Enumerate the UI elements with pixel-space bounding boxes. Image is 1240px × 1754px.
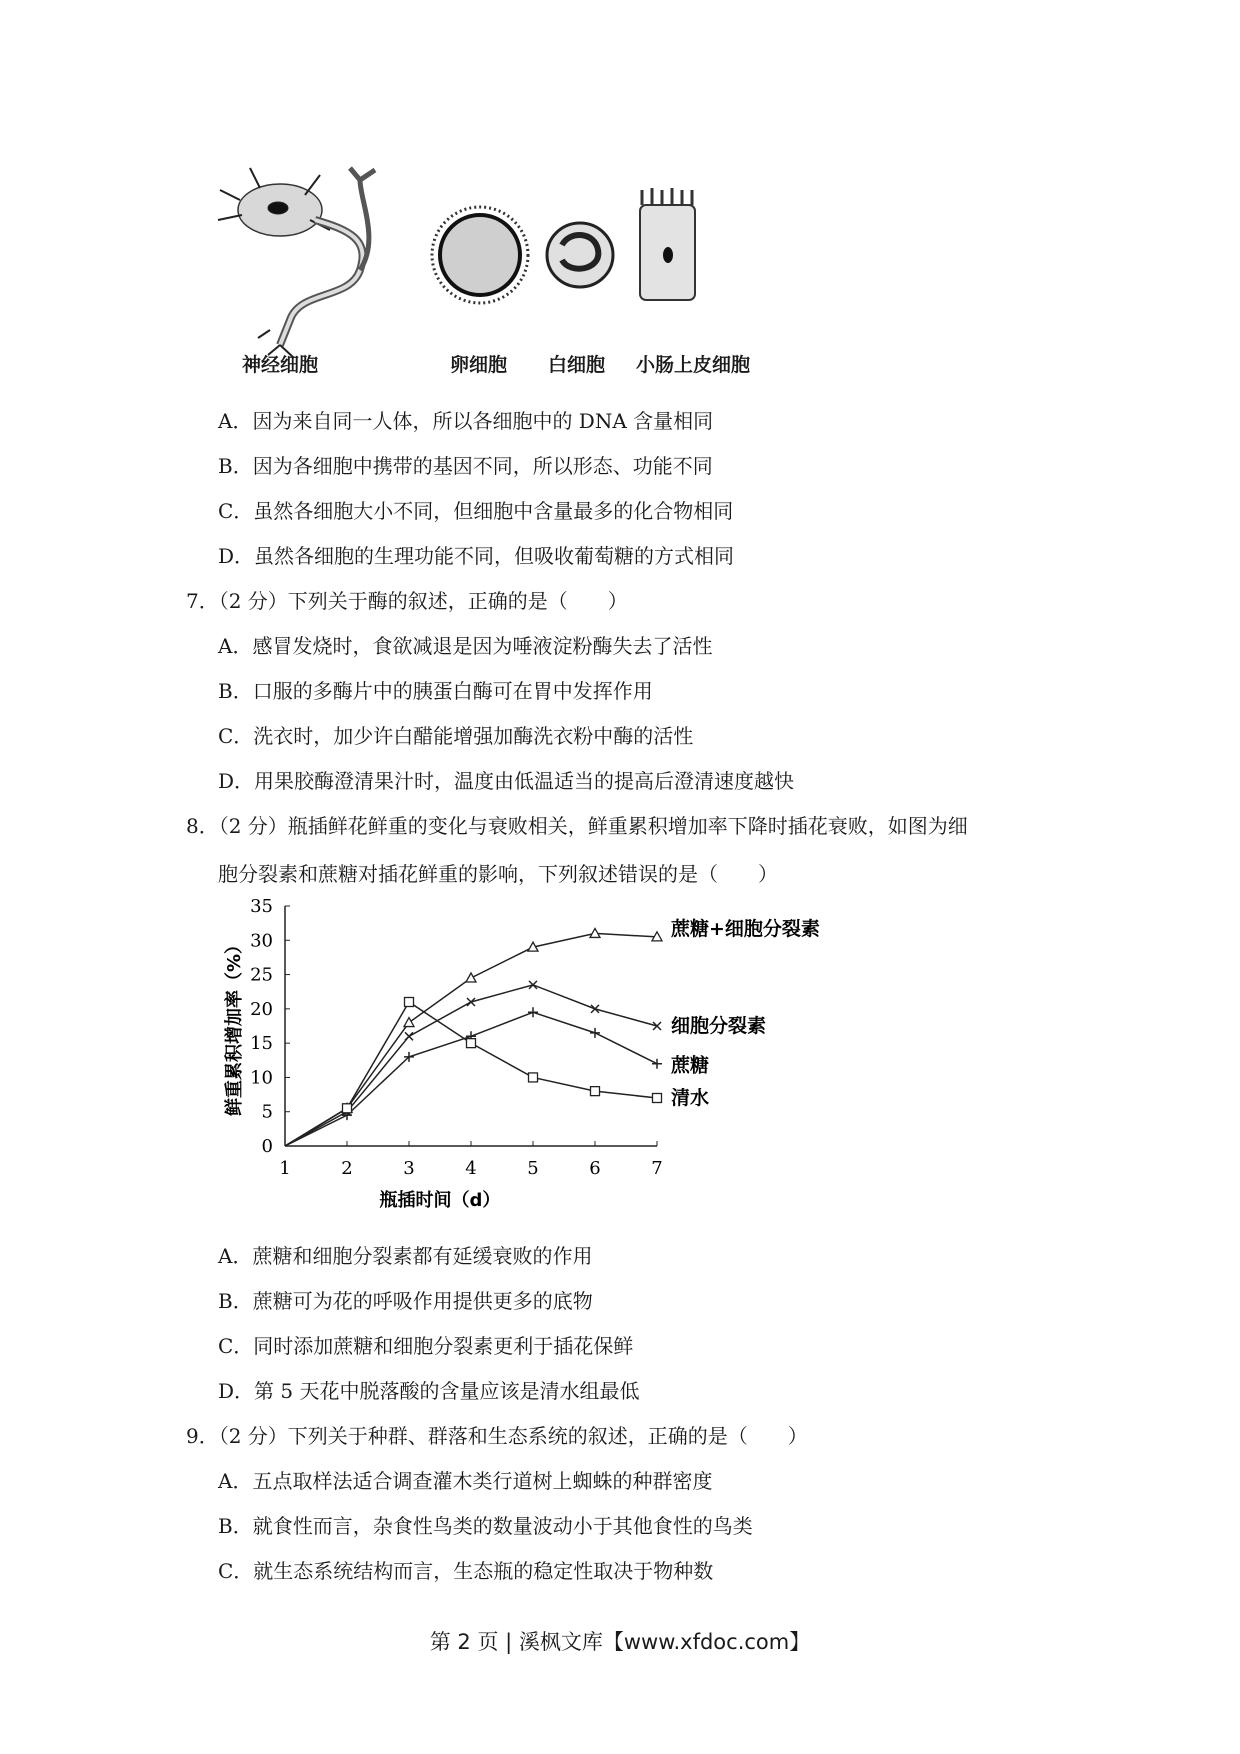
cell-illustrations: [210, 160, 850, 380]
q8-option-a: A．蔗糖和细胞分裂素都有延缓衰败的作用: [218, 1244, 593, 1268]
data-point: [590, 1028, 600, 1038]
q7-stem: 7．（2 分）下列关于酶的叙述，正确的是（ ）: [186, 589, 628, 613]
cell-figure: [210, 160, 850, 380]
x-tick-label: 1: [279, 1158, 291, 1179]
x-tick-label: 5: [527, 1158, 539, 1179]
cell-label-egg: 卵细胞: [450, 354, 508, 376]
cell-label-wbc: 白细胞: [548, 354, 606, 376]
q9-option-c: C．就生态系统结构而言，生态瓶的稳定性取决于物种数: [218, 1559, 714, 1583]
y-tick-label: 20: [250, 998, 273, 1020]
q6-option-d: D．虽然各细胞的生理功能不同，但吸收葡萄糖的方式相同: [218, 544, 735, 568]
x-tick-label: 2: [341, 1158, 353, 1179]
data-point: [343, 1104, 352, 1113]
data-point: [404, 1018, 414, 1027]
y-axis-label: 鲜重累积增加率（%）: [224, 935, 245, 1117]
data-point: [591, 1087, 600, 1096]
data-point: [653, 1094, 662, 1103]
q7-option-b: B．口服的多酶片中的胰蛋白酶可在胃中发挥作用: [218, 679, 653, 703]
q8-stem-line2: 胞分裂素和蔗糖对插花鲜重的影响，下列叙述错误的是（ ）: [218, 862, 778, 886]
q6-option-a: A．因为来自同一人体，所以各细胞中的 DNA 含量相同: [218, 409, 714, 433]
y-tick-label: 0: [261, 1136, 273, 1157]
y-tick-label: 35: [250, 898, 273, 917]
data-point: [466, 973, 476, 982]
y-tick-label: 10: [250, 1067, 273, 1089]
white-blood-cell-drawing: [547, 223, 613, 287]
q8-option-d: D．第 5 天花中脱落酸的含量应该是清水组最低: [218, 1379, 640, 1403]
q8-option-c: C．同时添加蔗糖和细胞分裂素更利于插花保鲜: [218, 1334, 634, 1358]
series-label: 蔗糖+细胞分裂素: [671, 917, 820, 940]
q8-option-b: B．蔗糖可为花的呼吸作用提供更多的底物: [218, 1289, 593, 1313]
q7-option-a: A．感冒发烧时，食欲减退是因为唾液淀粉酶失去了活性: [218, 634, 713, 658]
data-point: [652, 1059, 662, 1069]
data-point: [405, 998, 414, 1007]
x-tick-label: 4: [465, 1158, 477, 1179]
series-label: 蔗糖: [671, 1054, 710, 1077]
data-point: [529, 1073, 538, 1082]
egg-cell-drawing: [432, 207, 528, 303]
q6-option-b: B．因为各细胞中携带的基因不同，所以形态、功能不同: [218, 454, 713, 478]
epithelial-cell-drawing: [640, 188, 695, 300]
x-tick-label: 6: [589, 1158, 601, 1179]
series-label: 清水: [671, 1087, 710, 1109]
data-point: [467, 1039, 476, 1048]
cell-label-neuron: 神经细胞: [242, 354, 319, 376]
q6-option-c: C．虽然各细胞大小不同，但细胞中含量最多的化合物相同: [218, 499, 734, 523]
q7-option-d: D．用果胶酶澄清果汁时，温度由低温适当的提高后澄清速度越快: [218, 769, 795, 793]
neuron-drawing: [218, 168, 375, 358]
data-point: [405, 1032, 413, 1040]
series-line: [285, 1002, 657, 1146]
x-tick-label: 7: [651, 1158, 663, 1179]
q7-option-c: C．洗衣时，加少许白醋能增强加酶洗衣粉中酶的活性: [218, 724, 694, 748]
q9-option-b: B．就食性而言，杂食性鸟类的数量波动小于其他食性的鸟类: [218, 1514, 753, 1538]
q8-line-chart: [210, 898, 870, 1218]
q9-option-a: A．五点取样法适合调查灌木类行道树上蜘蛛的种群密度: [218, 1469, 713, 1493]
y-tick-label: 25: [250, 964, 273, 986]
x-axis-label: 瓶插时间（d）: [379, 1190, 501, 1211]
y-tick-label: 15: [250, 1033, 273, 1055]
page-footer: 第 2 页 | 溪枫文库【www.xfdoc.com】: [429, 1630, 811, 1654]
q9-stem: 9．（2 分）下列关于种群、群落和生态系统的叙述，正确的是（ ）: [186, 1424, 808, 1448]
series-line: [285, 985, 657, 1146]
data-point: [528, 1007, 538, 1017]
x-tick-label: 3: [403, 1158, 415, 1179]
y-tick-label: 30: [250, 930, 273, 952]
series-label: 细胞分裂素: [671, 1015, 767, 1037]
y-tick-label: 5: [261, 1101, 273, 1123]
q8-stem-line1: 8．（2 分）瓶插鲜花鲜重的变化与衰败相关，鲜重累积增加率下降时插花衰败，如图为细: [186, 814, 968, 838]
cell-label-epithelial: 小肠上皮细胞: [636, 354, 751, 376]
